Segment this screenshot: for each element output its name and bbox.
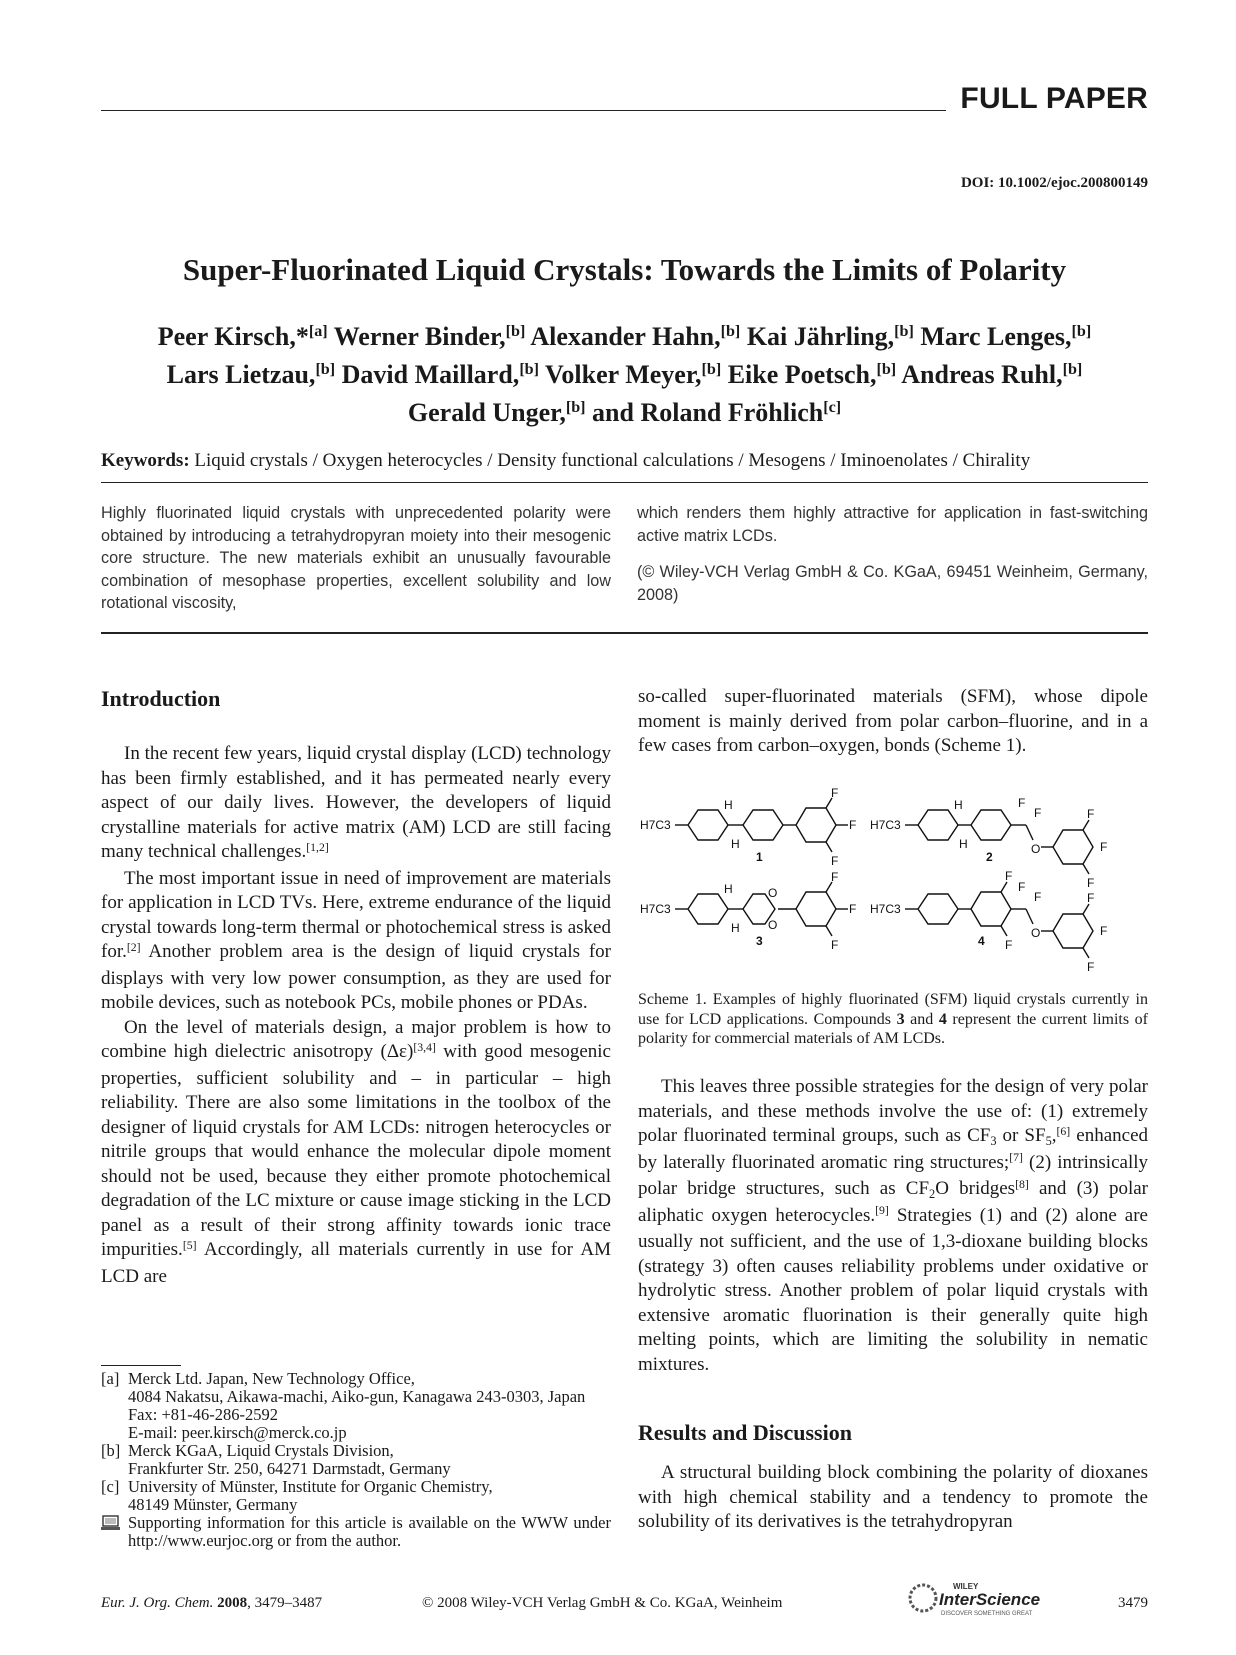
citation[interactable]: [6] — [1056, 1124, 1071, 1138]
affiliation-mark: [b] — [701, 361, 722, 379]
scheme-1-figure — [638, 786, 1148, 985]
o-label: O — [768, 918, 778, 932]
author: Peer Kirsch,* — [157, 322, 309, 351]
text: Fax: +81-46-286-2592 — [128, 1405, 278, 1424]
citation[interactable]: [5] — [182, 1238, 197, 1252]
journal-pages: , 3479–3487 — [247, 1595, 323, 1611]
o-label: O — [1031, 926, 1041, 940]
f-label: F — [1018, 880, 1026, 894]
affiliation-mark: [b] — [565, 399, 586, 417]
right-paragraph-2: A structural building block combining the polarity of dioxanes with high chemical stability and a tendency to promote the solubility of its derivatives is the tetrahydropyran — [638, 1462, 1148, 1532]
email-link[interactable]: E-mail: peer.kirsch@merck.co.jp — [128, 1423, 347, 1442]
f-label: F — [1018, 796, 1026, 810]
f-label: F — [1087, 807, 1095, 821]
propyl-label: H7C3 — [640, 818, 671, 832]
text: On the level of materials design, a major problem is how to combine high dielectric anisotropy (Δε) — [101, 1016, 611, 1062]
text: or SF — [996, 1125, 1046, 1146]
abstract-right — [637, 502, 1148, 606]
supporting-info-text[interactable]: Supporting information for this article is available on the WWW under http://www.eurjoc.org or from the author. — [128, 1513, 611, 1550]
section-label: FULL PAPER — [960, 82, 1148, 115]
f-label: F — [831, 786, 839, 800]
footnote-supporting — [101, 1514, 611, 1550]
footnote-label: [b] — [101, 1441, 121, 1460]
text: and (3) polar aliphatic oxygen heterocycles. — [638, 1178, 1148, 1226]
text: O bridges — [935, 1178, 1016, 1199]
propyl-label: H7C3 — [640, 902, 671, 916]
interscience-logo[interactable] — [905, 1578, 1075, 1618]
affiliation-mark: [b] — [315, 361, 336, 379]
author: Gerald Unger, — [407, 398, 566, 427]
affiliation-mark: [b] — [519, 361, 540, 379]
o-label: O — [768, 886, 778, 900]
citation[interactable]: [2] — [126, 940, 141, 954]
citation[interactable]: [1,2] — [306, 840, 329, 854]
f-label: F — [1100, 924, 1108, 938]
scheme-1-caption — [638, 990, 1148, 1049]
footnote-label: [a] — [101, 1369, 120, 1388]
intro-paragraph-3 — [101, 1016, 611, 1290]
author: and Roland Fröhlich — [585, 398, 824, 427]
author-list — [101, 320, 1148, 434]
doi[interactable]: DOI: 10.1002/ejoc.200800149 — [960, 175, 1148, 191]
f-label: F — [1005, 938, 1013, 952]
text: represent the current limits of polarity for commercial materials of AM LCDs. — [638, 1010, 1149, 1047]
header-rule — [101, 110, 946, 111]
left-column — [101, 685, 611, 1289]
f-label: F — [1034, 890, 1042, 904]
author-line-1 — [101, 320, 1148, 358]
citation[interactable]: [9] — [875, 1204, 889, 1218]
h-label: H — [724, 798, 733, 812]
page-number: 3479 — [1118, 1595, 1148, 1611]
author: Lars Lietzau, — [166, 360, 316, 389]
author: Andreas Ruhl, — [896, 360, 1063, 389]
right-paragraph-0: so-called super-fluorinated materials (SFM), whose dipole moment is mainly derived from polar carbon–fluorine, and in a few cases from carbon–oxygen, bonds (Scheme 1). — [638, 686, 1148, 756]
intro-paragraph-2 — [101, 867, 611, 1016]
compound-3-structure — [640, 870, 856, 952]
logo-main-text: InterScience — [939, 1590, 1041, 1609]
compound-2-structure — [870, 796, 1107, 890]
abstract-rule — [101, 632, 1148, 634]
compound-1-structure — [640, 786, 856, 868]
citation[interactable]: [7] — [1009, 1151, 1023, 1165]
text: Another problem area is the design of liquid crystals for displays with very low power consumption, as they are used for mobile devices, such as notebook PCs, mobile phones or PDAs. — [101, 941, 611, 1013]
logo-top-text: WILEY — [953, 1582, 979, 1591]
citation[interactable]: [3,4] — [413, 1040, 436, 1054]
text: enhanced by laterally fluorinated aromatic ring structures; — [638, 1125, 1149, 1173]
author: Kai Jährling, — [740, 322, 895, 351]
intro-paragraph-1 — [101, 742, 611, 867]
affiliation-mark: [b] — [720, 323, 741, 341]
author: Eike Poetsch, — [721, 360, 877, 389]
abstract-text-cont: which renders them highly attractive for application in fast-switching active matrix LCDs. — [637, 504, 1148, 545]
affiliation-mark: [b] — [894, 323, 914, 341]
abstract-copyright: (© Wiley-VCH Verlag GmbH & Co. KGaA, 69451 Weinheim, Germany, 2008) — [637, 563, 1148, 604]
author: David Maillard, — [335, 360, 520, 389]
text: Merck KGaA, Liquid Crystals Division, — [128, 1441, 394, 1460]
author-line-2 — [101, 358, 1148, 396]
f-label: F — [1005, 869, 1013, 883]
right-column-lower — [638, 1075, 1148, 1535]
f-label: F — [849, 818, 857, 832]
compound-ref: 3 — [896, 1010, 905, 1028]
author: Werner Binder, — [327, 322, 506, 351]
footnote-label: [c] — [101, 1477, 120, 1496]
text: and — [904, 1010, 939, 1028]
f-label: F — [1087, 960, 1095, 974]
text: 4084 Nakatsu, Aikawa-machi, Aiko-gun, Kanagawa 243-0303, Japan — [128, 1387, 586, 1406]
citation[interactable]: [8] — [1015, 1177, 1029, 1191]
right-paragraph-1 — [638, 1075, 1148, 1377]
subscript: 2 — [929, 1186, 936, 1201]
text: This leaves three possible strategies for the design of very polar materials, and these methods involve the use of: (1) extremely polar fluorinated terminal groups, such as CF — [638, 1076, 1148, 1146]
text: Frankfurter Str. 250, 64271 Darmstadt, Germany — [128, 1459, 451, 1478]
h-label: H — [959, 837, 968, 851]
text: Scheme 1. Examples of highly fluorinated (SFM) liquid crystals currently in use for LCD applications. Compounds — [638, 991, 1148, 1028]
h-label: H — [731, 921, 740, 935]
footnote-c — [101, 1478, 611, 1514]
f-label: F — [849, 902, 857, 916]
f-label: F — [831, 870, 839, 884]
affiliation-mark: [b] — [876, 361, 897, 379]
keywords — [101, 450, 1148, 472]
keywords-text: Liquid crystals / Oxygen heterocycles / Density functional calculations / Mesogens / Iminoenolates / Chirality — [189, 450, 1031, 471]
abstract-left — [101, 502, 611, 615]
text: University of Münster, Institute for Organic Chemistry, — [128, 1477, 493, 1496]
compound-number: 1 — [756, 850, 763, 864]
f-label: F — [831, 854, 839, 868]
footer-copyright: © 2008 Wiley-VCH Verlag GmbH & Co. KGaA, Weinheim — [422, 1595, 783, 1611]
author: Volker Meyer, — [539, 360, 702, 389]
f-label: F — [1087, 876, 1095, 890]
text: Merck Ltd. Japan, New Technology Office, — [128, 1369, 415, 1388]
footnote-b — [101, 1442, 611, 1478]
compound-ref: 4 — [938, 1010, 947, 1028]
propyl-label: H7C3 — [870, 818, 901, 832]
text: Accordingly, all materials currently in use for AM LCD are — [101, 1239, 611, 1287]
h-label: H — [954, 798, 963, 812]
text: Strategies (1) and (2) alone are usually not sufficient, and the use of 1,3-dioxane building blocks (strategy 3) often causes reliability problems under oxidative or hydrolytic stress. Another problem of polar liquid crystals with extensive aromatic fluorination is their generally quite high melting points, which are limiting the solubility in nematic mixtures. — [638, 1204, 1148, 1375]
footnote-a — [101, 1370, 611, 1442]
keywords-label: Keywords: — [101, 450, 190, 471]
journal-citation — [101, 1595, 322, 1612]
journal-year: 2008 — [217, 1595, 248, 1611]
author: Alexander Hahn, — [525, 322, 721, 351]
compound-4-structure — [870, 869, 1107, 974]
affiliation-mark: [b] — [1071, 323, 1092, 341]
author: Marc Lenges, — [913, 322, 1072, 351]
compound-number: 4 — [978, 934, 985, 948]
computer-icon — [101, 1514, 128, 1550]
paper-title: Super-Fluorinated Liquid Crystals: Towards the Limits of Polarity — [182, 252, 1067, 287]
journal-name: Eur. J. Org. Chem. — [101, 1595, 214, 1611]
f-label: F — [1087, 891, 1095, 905]
section-heading-results: Results and Discussion — [638, 1420, 852, 1445]
right-column — [638, 685, 1148, 759]
affiliation-mark: [a] — [308, 323, 328, 341]
author-line-3 — [101, 396, 1148, 434]
h-label: H — [724, 882, 733, 896]
text: (2) intrinsically polar bridge structures, such as CF — [638, 1151, 1149, 1199]
affiliation-mark: [b] — [505, 323, 526, 341]
subscript: 5 — [1045, 1133, 1052, 1148]
affiliation-footnotes — [101, 1365, 611, 1550]
affiliation-mark: [c] — [823, 399, 842, 417]
logo-tagline: DISCOVER SOMETHING GREAT — [941, 1611, 1033, 1617]
section-heading-introduction: Introduction — [101, 686, 221, 711]
compound-number: 2 — [986, 850, 993, 864]
f-label: F — [1100, 840, 1108, 854]
h-label: H — [731, 837, 740, 851]
text: The most important issue in need of improvement are materials for application in LCD TVs. Here, extreme endurance of the liquid crystal towards long-term thermal or photochemical stress is asked for. — [101, 867, 611, 962]
text: with good mesogenic properties, sufficient solubility and – in particular – high reliability. There are also some limitations in the toolbox of the designer of liquid crystals for AM LCDs: nitrogen heterocycles or nitrile groups that would enhance the molecular dipole moment should not be used, because they either promote photochemical degradation of the LC mixture or cause image sticking in the LCD panel as a result of their strong affinity towards ionic trace impurities. — [101, 1041, 611, 1260]
text: 48149 Münster, Germany — [128, 1495, 298, 1514]
propyl-label: H7C3 — [870, 902, 901, 916]
subscript: 3 — [990, 1133, 997, 1148]
o-label: O — [1031, 842, 1041, 856]
footnote-rule — [101, 1365, 181, 1366]
f-label: F — [831, 938, 839, 952]
affiliation-mark: [b] — [1062, 361, 1083, 379]
keywords-rule — [101, 482, 1148, 483]
text: , — [1051, 1125, 1057, 1146]
f-label: F — [1034, 806, 1042, 820]
text: In the recent few years, liquid crystal display (LCD) technology has been firmly established, and it has permeated nearly every aspect of our daily lives. However, the developers of liquid crystalline materials for active matrix (AM) LCD are still facing many technical challenges. — [101, 743, 611, 862]
compound-number: 3 — [756, 934, 763, 948]
abstract-text: Highly fluorinated liquid crystals with unprecedented polarity were obtained by introducing a tetrahydropyran moiety into their mesogenic core structure. The new materials exhibit an unusually favourable combination of mesophase properties, excellent solubility and low rotational viscosity, — [101, 504, 611, 612]
